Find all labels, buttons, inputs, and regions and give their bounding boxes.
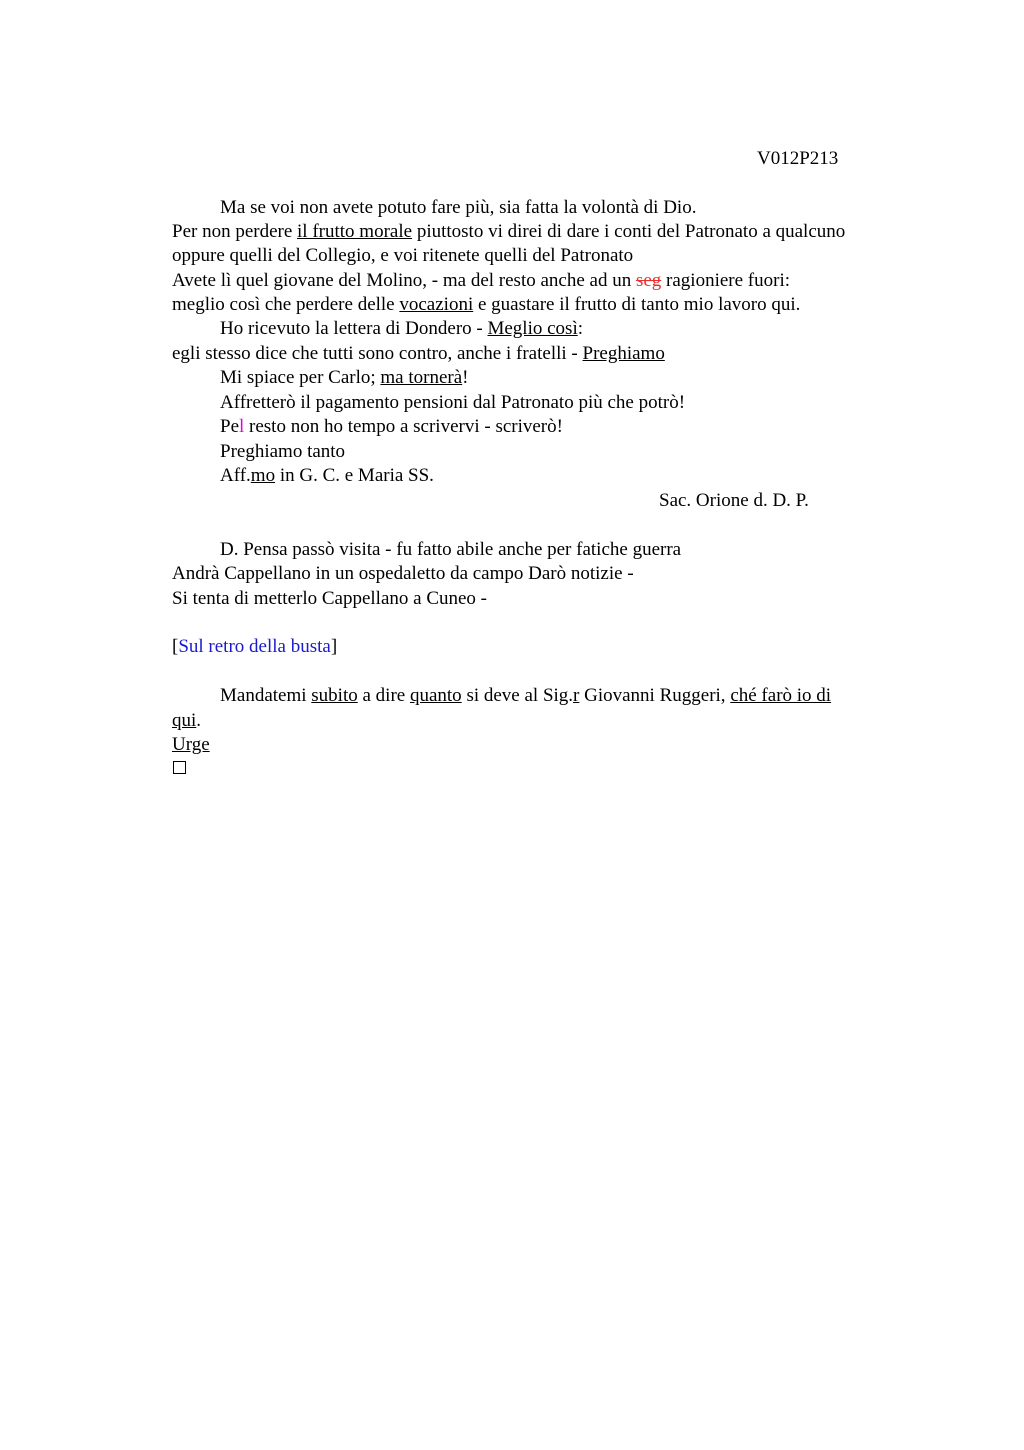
postscript-line-1: D. Pensa passò visita - fu fatto abile anche per fatiche guerra bbox=[220, 539, 682, 560]
letter-line-2 bbox=[172, 220, 845, 244]
text-run: egli stesso dice che tutti sono contro, anche i fratelli - bbox=[172, 343, 583, 364]
underlined-text: Meglio così bbox=[487, 318, 578, 339]
text-run: a dire bbox=[357, 685, 410, 706]
text-run: Pe bbox=[220, 416, 239, 437]
text-run: ragioniere fuori: bbox=[661, 270, 791, 291]
underlined-text: qui bbox=[172, 710, 197, 731]
letter-line-9: Affretterò il pagamento pensioni dal Patronato più che potrò! bbox=[220, 392, 686, 413]
checkbox-symbol bbox=[173, 761, 186, 774]
letter-line-11: Preghiamo tanto bbox=[220, 441, 346, 462]
underlined-text: Urge bbox=[172, 734, 210, 755]
back-line-2 bbox=[172, 709, 201, 733]
underlined-text: ché farò io di bbox=[730, 685, 832, 706]
letter-line-10 bbox=[220, 415, 563, 439]
bracket-close: ] bbox=[330, 636, 338, 657]
editorial-note bbox=[172, 635, 337, 659]
text-run: Mandatemi bbox=[220, 685, 312, 706]
text-run: : bbox=[577, 318, 584, 339]
text-run: resto non ho tempo a scrivervi - scriverò! bbox=[244, 416, 563, 437]
text-run: ! bbox=[462, 367, 469, 388]
page-id: V012P213 bbox=[757, 148, 839, 169]
text-run: piuttosto vi direi di dare i conti del Patronato a qualcuno bbox=[412, 221, 846, 242]
text-run: meglio così che perdere delle bbox=[172, 294, 400, 315]
postscript-line-3: Si tenta di metterlo Cappellano a Cuneo - bbox=[172, 588, 488, 609]
underlined-text: subito bbox=[311, 685, 358, 706]
text-run: . bbox=[196, 710, 202, 731]
underlined-text: Preghiamo bbox=[582, 343, 665, 364]
underlined-text: il frutto morale bbox=[297, 221, 413, 242]
letter-line-5 bbox=[172, 293, 800, 317]
back-line-3 bbox=[172, 733, 210, 757]
back-line-1 bbox=[220, 684, 831, 708]
letter-line-12 bbox=[220, 464, 434, 488]
text-run: Aff. bbox=[220, 465, 251, 486]
text-run: si deve al Sig. bbox=[461, 685, 574, 706]
bracket-open: [ bbox=[172, 636, 179, 657]
inserted-text: l bbox=[239, 416, 245, 437]
underlined-text: mo bbox=[250, 465, 276, 486]
underlined-text: ma tornerà bbox=[380, 367, 463, 388]
signature: Sac. Orione d. D. P. bbox=[659, 490, 809, 511]
deleted-text: seg bbox=[635, 270, 662, 291]
underlined-text: vocazioni bbox=[399, 294, 474, 315]
text-run: e guastare il frutto di tanto mio lavoro qui. bbox=[473, 294, 801, 315]
postscript-line-2: Andrà Cappellano in un ospedaletto da campo Darò notizie - bbox=[172, 563, 634, 584]
letter-line-7 bbox=[172, 342, 665, 366]
letter-line-1: Ma se voi non avete potuto fare più, sia fatta la volontà di Dio. bbox=[220, 197, 697, 218]
letter-line-6 bbox=[220, 317, 583, 341]
text-run: Per non perdere bbox=[172, 221, 298, 242]
letter-line-4 bbox=[172, 269, 790, 293]
letter-line-8 bbox=[220, 366, 469, 390]
text-run: Giovanni Ruggeri, bbox=[579, 685, 731, 706]
text-run: Ho ricevuto la lettera di Dondero - bbox=[220, 318, 488, 339]
text-run: Mi spiace per Carlo; bbox=[220, 367, 381, 388]
text-run: Avete lì quel giovane del Molino, - ma del resto anche ad un bbox=[172, 270, 636, 291]
text-run: in G. C. e Maria SS. bbox=[275, 465, 434, 486]
underlined-text: quanto bbox=[409, 685, 462, 706]
editorial-note-label: Sul retro della busta bbox=[178, 636, 331, 657]
underlined-text: r bbox=[573, 685, 580, 706]
letter-line-3: oppure quelli del Collegio, e voi ritenete quelli del Patronato bbox=[172, 245, 634, 266]
